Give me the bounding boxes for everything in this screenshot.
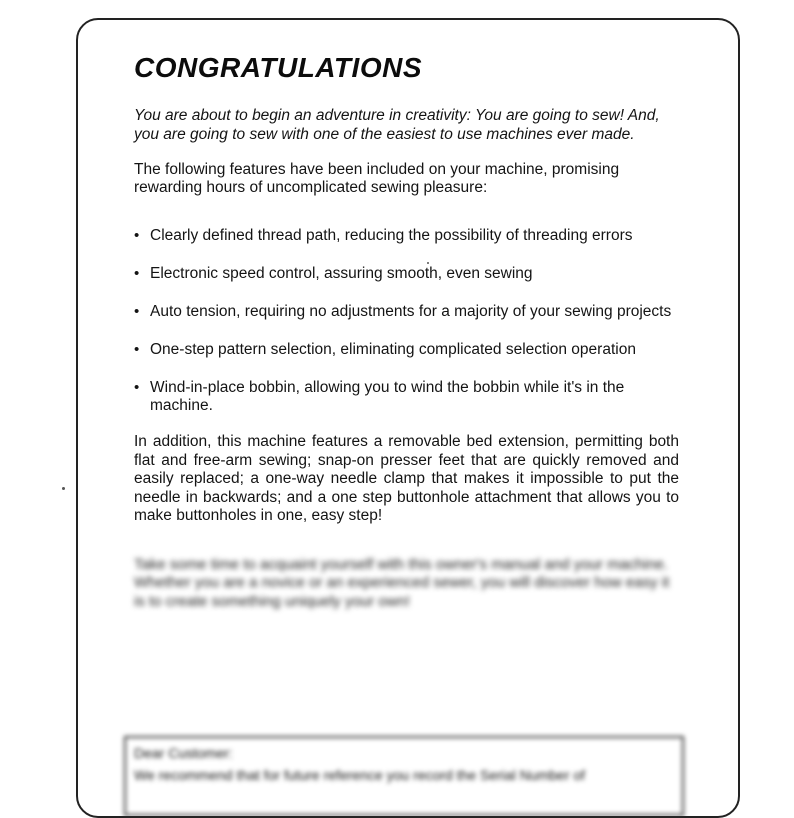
scan-speck	[62, 487, 65, 490]
bullet-icon: •	[134, 303, 140, 320]
feature-text: One-step pattern selection, eliminating complicated selection operation	[150, 341, 636, 358]
notice-salutation: Dear Customer:	[134, 745, 233, 761]
feature-item	[134, 227, 679, 245]
feature-text: Wind-in-place bobbin, allowing you to wind the bobbin while it's in the machine.	[150, 379, 625, 414]
document-body	[134, 52, 679, 611]
bullet-icon: •	[134, 227, 140, 244]
bullet-icon: •	[134, 379, 140, 396]
scan-speck	[427, 262, 429, 264]
addition-paragraph: In addition, this machine features a removable bed extension, permitting both flat and free-arm sewing; snap-on presser feet that are quickly removed and easily replaced; a one-way needle clamp that makes it impossible to put the needle in backwards; and a one step buttonhole attachment that allows you to make buttonholes in one, easy step!	[134, 433, 679, 524]
blurred-paragraph: Take some time to acquaint yourself with this owner's manual and your machine. Whether you are a novice or an experienced sewer, you will discover how easy it is to create something uniquely your own!	[134, 555, 670, 610]
feature-text: Clearly defined thread path, reducing the possibility of threading errors	[150, 227, 633, 244]
bullet-icon: •	[134, 265, 140, 282]
feature-item	[134, 341, 679, 359]
feature-item	[134, 379, 679, 415]
page-title: CONGRATULATIONS	[134, 52, 422, 83]
features-intro-paragraph: The following features have been included on your machine, promising rewarding hours of uncomplicated sewing pleasure:	[134, 161, 620, 196]
feature-text: Electronic speed control, assuring smooth, even sewing	[150, 265, 533, 282]
feature-item	[134, 303, 679, 321]
notice-text: We recommend that for future reference you record the Serial Number of	[134, 767, 586, 783]
feature-text: Auto tension, requiring no adjustments for a majority of your sewing projects	[150, 303, 672, 320]
feature-list	[134, 227, 679, 415]
feature-item	[134, 265, 679, 283]
bullet-icon: •	[134, 341, 140, 358]
intro-paragraph: You are about to begin an adventure in creativity: You are going to sew! And, you are going to sew with one of the easiest to use machines ever made.	[134, 107, 660, 143]
customer-notice-box	[124, 736, 684, 816]
